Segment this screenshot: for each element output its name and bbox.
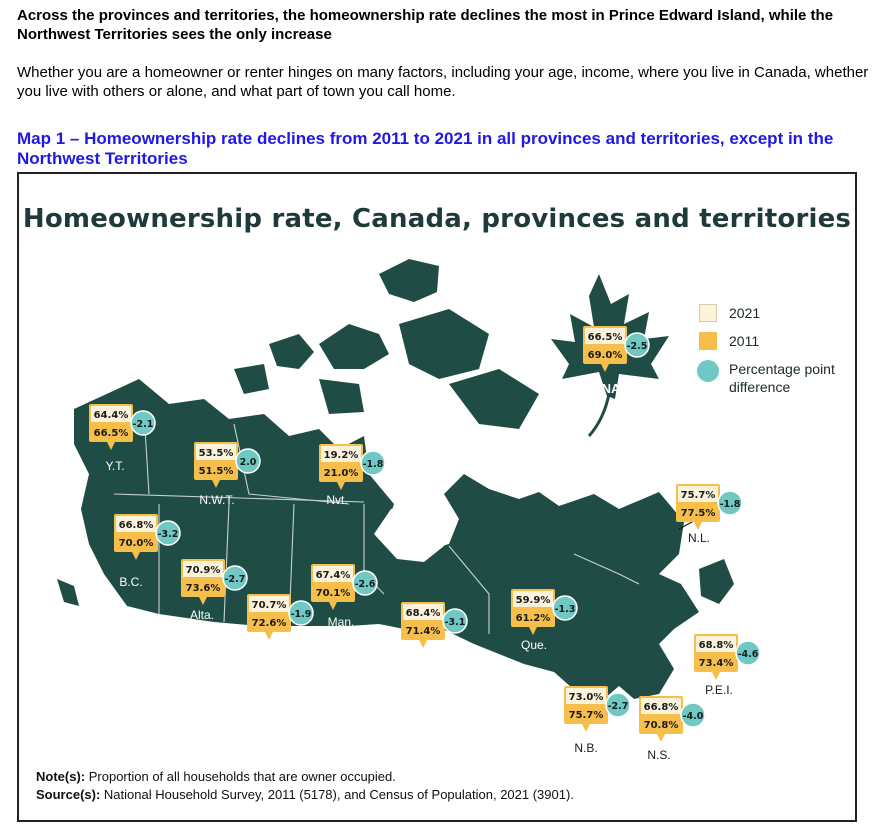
region-sask-rate-2021: 70.7% bbox=[251, 600, 287, 611]
region-ns-pointer bbox=[657, 734, 665, 742]
region-pei-abbr: P.E.I. bbox=[705, 683, 733, 697]
arctic-island bbox=[319, 379, 364, 414]
region-bc-rate-2011: 70.0% bbox=[118, 538, 154, 549]
region-alta-abbr: Alta. bbox=[189, 608, 215, 622]
region-nb-abbr: N.B. bbox=[574, 741, 598, 755]
region-pei-callout bbox=[694, 634, 760, 680]
region-nb-rate-2011: 75.7% bbox=[568, 710, 604, 721]
vancouver-island bbox=[57, 579, 79, 606]
region-ont-rate-2021: 68.4% bbox=[405, 608, 441, 619]
legend-item-2011 bbox=[699, 332, 849, 350]
region-ns-callout bbox=[639, 696, 705, 742]
region-nl-callout bbox=[676, 484, 742, 530]
region-canada-diff: -2.5 bbox=[626, 341, 648, 352]
region-bc-abbr: B.C. bbox=[119, 575, 143, 589]
region-bc-rate-2021: 66.8% bbox=[118, 520, 154, 531]
region-que-rate-2011: 61.2% bbox=[515, 613, 551, 624]
map-frame bbox=[17, 172, 857, 822]
region-pei-diff: -4.6 bbox=[737, 649, 759, 660]
region-sask-abbr: Sask. bbox=[249, 645, 281, 659]
region-nl-rate-2011: 77.5% bbox=[680, 508, 716, 519]
note-label: Note(s): bbox=[36, 769, 86, 784]
region-nwt-rate-2011: 51.5% bbox=[198, 466, 234, 477]
headline: Across the provinces and territories, the homeownership rate declines the most in Prince Edward Island, while the Northwest Territories sees the only increase bbox=[17, 7, 834, 43]
region-que-abbr: Que. bbox=[520, 638, 548, 652]
region-nl-abbr: N.L. bbox=[687, 531, 711, 545]
region-que-rate-2021: 59.9% bbox=[515, 595, 551, 606]
region-que-diff: -1.3 bbox=[554, 604, 576, 615]
arctic-island bbox=[234, 364, 269, 394]
canada-label: CANADA bbox=[582, 381, 640, 396]
arctic-island bbox=[449, 369, 539, 429]
legend-swatch-2011 bbox=[699, 332, 717, 350]
arctic-island bbox=[399, 309, 489, 379]
intro-paragraph: Whether you are a homeowner or renter hinges on many factors, including your age, income, where you live in Canada, whether you live with others or alone, and what part of town you call home. bbox=[17, 64, 869, 100]
source-line bbox=[36, 786, 736, 804]
map-legend bbox=[699, 304, 849, 406]
region-sask-rate-2011: 72.6% bbox=[251, 618, 287, 629]
region-nl-diff: -1.8 bbox=[719, 499, 741, 510]
region-ns-rate-2011: 70.8% bbox=[643, 720, 679, 731]
region-alta-rate-2011: 73.6% bbox=[185, 583, 221, 594]
region-ns-diff: -4.0 bbox=[682, 711, 704, 722]
map-title: Homeownership rate, Canada, provinces and territories bbox=[22, 204, 852, 234]
region-nl-pointer bbox=[694, 522, 702, 530]
source-label: Source(s): bbox=[36, 787, 101, 802]
region-yt-diff: -2.1 bbox=[132, 419, 154, 430]
legend-swatch-2021 bbox=[699, 304, 717, 322]
region-sask-diff: -1.9 bbox=[290, 609, 312, 620]
note-line bbox=[36, 768, 736, 786]
region-sask-callout bbox=[247, 594, 313, 640]
region-sask-pointer bbox=[265, 632, 273, 640]
legend-item-difference bbox=[699, 360, 849, 396]
region-nwt-diff: 2.0 bbox=[239, 457, 257, 468]
arctic-island bbox=[379, 259, 439, 302]
region-nwt-rate-2021: 53.5% bbox=[198, 448, 234, 459]
legend-item-2021 bbox=[699, 304, 849, 322]
region-pei-rate-2021: 68.8% bbox=[698, 640, 734, 651]
region-yt-rate-2021: 64.4% bbox=[93, 410, 129, 421]
region-man-abbr: Man. bbox=[327, 615, 355, 629]
map-notes bbox=[36, 768, 736, 804]
arctic-island bbox=[319, 324, 389, 369]
region-ont-diff: -3.1 bbox=[444, 617, 466, 628]
region-nb-callout bbox=[564, 686, 630, 732]
map-caption: Map 1 – Homeownership rate declines from 2011 to 2021 in all provinces and territories, except in the Northwest Territories bbox=[17, 129, 834, 168]
region-ont-pointer bbox=[419, 640, 427, 648]
region-nl-rate-2021: 75.7% bbox=[680, 490, 716, 501]
region-ont-callout bbox=[401, 602, 467, 648]
maple-leaf-stem bbox=[589, 394, 609, 436]
arctic-island bbox=[269, 334, 314, 369]
region-nvt-diff: -1.8 bbox=[362, 459, 384, 470]
legend-label-difference: Percentage point difference bbox=[729, 361, 835, 395]
region-pei-rate-2011: 73.4% bbox=[698, 658, 734, 669]
region-ont-abbr: Ont. bbox=[410, 658, 434, 672]
region-man-rate-2021: 67.4% bbox=[315, 570, 351, 581]
region-man-diff: -2.6 bbox=[354, 579, 376, 590]
region-pei-pointer bbox=[712, 672, 720, 680]
region-yt-abbr: Y.T. bbox=[105, 459, 125, 473]
note-text: Proportion of all households that are owner occupied. bbox=[88, 769, 396, 784]
legend-swatch-difference bbox=[697, 360, 719, 382]
region-ns-abbr: N.S. bbox=[647, 748, 671, 762]
region-nwt-abbr: N.W.T. bbox=[199, 493, 235, 507]
region-bc-diff: -3.2 bbox=[157, 529, 179, 540]
region-nb-diff: -2.7 bbox=[607, 701, 629, 712]
region-alta-diff: -2.7 bbox=[224, 574, 246, 585]
region-ont-rate-2011: 71.4% bbox=[405, 626, 441, 637]
canada-map bbox=[19, 174, 857, 822]
region-nvt-rate-2011: 21.0% bbox=[323, 468, 359, 479]
legend-label-2011: 2011 bbox=[729, 333, 760, 349]
region-nvt-abbr: Nvt. bbox=[326, 493, 348, 507]
source-text: National Household Survey, 2011 (5178), and Census of Population, 2021 (3901). bbox=[103, 787, 574, 802]
region-man-rate-2011: 70.1% bbox=[315, 588, 351, 599]
region-nb-rate-2021: 73.0% bbox=[568, 692, 604, 703]
region-ns-rate-2021: 66.8% bbox=[643, 702, 679, 713]
region-canada-rate-2021: 66.5% bbox=[587, 332, 623, 343]
region-yt-rate-2011: 66.5% bbox=[93, 428, 129, 439]
region-nvt-rate-2021: 19.2% bbox=[323, 450, 359, 461]
region-alta-rate-2021: 70.9% bbox=[185, 565, 221, 576]
region-nb-pointer bbox=[582, 724, 590, 732]
region-canada-rate-2011: 69.0% bbox=[587, 350, 623, 361]
legend-label-2021: 2021 bbox=[729, 305, 761, 321]
newfoundland-island bbox=[699, 559, 734, 604]
